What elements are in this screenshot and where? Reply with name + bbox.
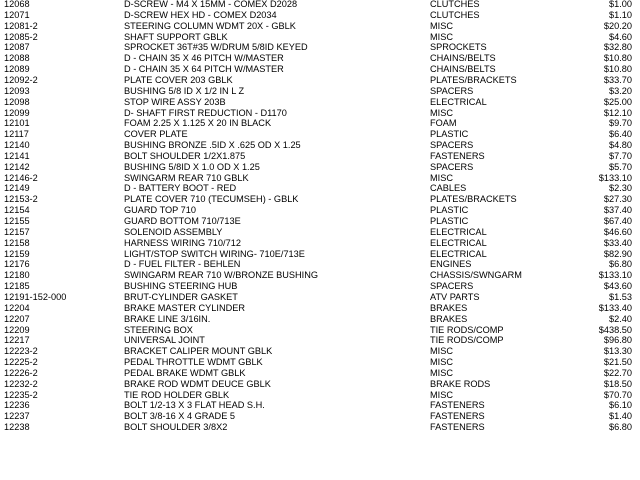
- part-category: TIE RODS/COMP: [430, 335, 504, 346]
- part-category: ELECTRICAL: [430, 226, 487, 237]
- part-description: SPROCKET 36T#35 W/DRUM 5/8ID KEYED: [124, 42, 308, 53]
- part-category: PLATES/BRACKETS: [430, 74, 517, 85]
- part-description: STEERING COLUMN WDMT 20X - GBLK: [124, 20, 296, 31]
- part-number: 12099: [4, 107, 30, 118]
- table-row: [0, 75, 640, 86]
- table-row: [0, 129, 640, 140]
- table-row: [0, 346, 640, 357]
- table-row: [0, 173, 640, 184]
- part-price: $82.90: [603, 248, 632, 259]
- table-row: [0, 32, 640, 43]
- table-row: [0, 64, 640, 75]
- table-row: [0, 368, 640, 379]
- part-description: BRAKE MASTER CYLINDER: [124, 302, 245, 313]
- part-description: BOLT SHOULDER 1/2X1.875: [124, 150, 246, 161]
- part-price: $27.30: [603, 194, 632, 205]
- part-number: 12101: [4, 118, 30, 129]
- part-price: $2.30: [609, 183, 632, 194]
- part-description: TIE ROD HOLDER GBLK: [124, 389, 230, 400]
- part-price: $6.10: [609, 400, 632, 411]
- part-category: CLUTCHES: [430, 9, 480, 20]
- part-number: 12146-2: [4, 172, 38, 183]
- part-description: COVER PLATE: [124, 129, 188, 140]
- table-row: [0, 335, 640, 346]
- part-number: 12238: [4, 422, 30, 433]
- part-price: $43.60: [603, 281, 632, 292]
- table-row: [0, 422, 640, 433]
- part-category: SPROCKETS: [430, 42, 487, 53]
- part-description: D - CHAIN 35 X 46 PITCH W/MASTER: [124, 53, 284, 64]
- part-price: $12.10: [603, 107, 632, 118]
- part-description: STOP WIRE ASSY 203B: [124, 96, 226, 107]
- part-category: FASTENERS: [430, 150, 485, 161]
- part-price: $18.50: [603, 378, 632, 389]
- table-row: [0, 97, 640, 108]
- part-number: 12089: [4, 64, 30, 75]
- table-row: [0, 357, 640, 368]
- part-category: ELECTRICAL: [430, 237, 487, 248]
- part-price: $1.10: [609, 9, 632, 20]
- part-number: 12092-2: [4, 74, 38, 85]
- table-row: [0, 390, 640, 401]
- part-price: $1.00: [609, 0, 632, 9]
- part-description: BRAKE ROD WDMT DEUCE GBLK: [124, 378, 271, 389]
- part-price: $1.53: [609, 291, 632, 302]
- part-category: FOAM: [430, 118, 457, 129]
- part-category: SPACERS: [430, 161, 474, 172]
- table-row: [0, 205, 640, 216]
- table-row: [0, 314, 640, 325]
- part-number: 12087: [4, 42, 30, 53]
- part-description: UNIVERSAL JOINT: [124, 335, 205, 346]
- part-number: 12154: [4, 205, 30, 216]
- part-description: HARNESS WIRING 710/712: [124, 237, 241, 248]
- part-category: FASTENERS: [430, 411, 485, 422]
- part-number: 12209: [4, 324, 30, 335]
- part-price: $133.10: [598, 172, 632, 183]
- part-description: D-SCREW - M4 X 15MM - COMEX D2028: [124, 0, 298, 9]
- part-number: 12117: [4, 129, 29, 140]
- part-price: $133.10: [598, 270, 632, 281]
- table-row: [0, 281, 640, 292]
- part-price: $46.60: [603, 226, 632, 237]
- part-description: BOLT SHOULDER 3/8X2: [124, 422, 228, 433]
- table-row: [0, 53, 640, 64]
- part-category: SPACERS: [430, 281, 474, 292]
- table-row: [0, 227, 640, 238]
- part-price: $25.00: [603, 96, 632, 107]
- part-description: BUSHING BRONZE .5ID X .625 OD X 1.25: [124, 140, 301, 151]
- part-number: 12217: [4, 335, 30, 346]
- part-number: 12155: [4, 216, 30, 226]
- part-category: PLASTIC: [430, 205, 469, 216]
- part-price: $6.80: [609, 259, 632, 270]
- part-number: 12180: [4, 270, 30, 281]
- part-price: $37.40: [603, 205, 632, 216]
- table-row: [0, 194, 640, 205]
- part-category: CABLES: [430, 183, 467, 194]
- part-number: 12142: [4, 161, 30, 172]
- part-price: $5.70: [609, 161, 632, 172]
- part-category: MISC: [430, 346, 453, 357]
- part-category: ELECTRICAL: [430, 248, 487, 259]
- table-row: [0, 379, 640, 390]
- part-category: ELECTRICAL: [430, 96, 487, 107]
- part-category: MISC: [430, 20, 453, 31]
- part-price: $20.20: [603, 20, 632, 31]
- part-number: 12158: [4, 237, 30, 248]
- part-description: PLATE COVER 710 (TECUMSEH) - GBLK: [124, 194, 299, 205]
- table-row: [0, 270, 640, 281]
- table-row: [0, 10, 640, 21]
- part-price: $438.50: [598, 324, 632, 335]
- table-row: [0, 0, 640, 10]
- table-row: [0, 303, 640, 314]
- part-description: SWINGARM REAR 710 W/BRONZE BUSHING: [124, 270, 318, 281]
- part-price: $32.80: [603, 42, 632, 53]
- table-row: [0, 216, 640, 227]
- table-row: [0, 21, 640, 32]
- part-price: $67.40: [603, 216, 632, 226]
- part-price: $96.80: [603, 335, 632, 346]
- part-description: PEDAL THROTTLE WDMT GBLK: [124, 357, 263, 368]
- part-number: 12088: [4, 53, 30, 64]
- part-description: BUSHING STEERING HUB: [124, 281, 238, 292]
- part-description: D-SCREW HEX HD - COMEX D2034: [124, 9, 277, 20]
- part-price: $133.40: [598, 302, 632, 313]
- part-description: SWINGARM REAR 710 GBLK: [124, 172, 249, 183]
- part-number: 12085-2: [4, 31, 38, 42]
- table-row: [0, 42, 640, 53]
- part-description: SHAFT SUPPORT GBLK: [124, 31, 228, 42]
- part-category: BRAKES: [430, 313, 468, 324]
- part-price: $33.40: [603, 237, 632, 248]
- part-category: BRAKE RODS: [430, 378, 491, 389]
- part-description: D - FUEL FILTER - BEHLEN: [124, 259, 241, 270]
- part-number: 12157: [4, 226, 30, 237]
- table-row: [0, 118, 640, 129]
- table-row: [0, 411, 640, 422]
- part-price: $10.80: [603, 53, 632, 64]
- part-category: MISC: [430, 389, 453, 400]
- part-number: 12185: [4, 281, 30, 292]
- part-category: CHAINS/BELTS: [430, 53, 496, 64]
- part-price: $4.80: [609, 140, 632, 151]
- part-description: BOLT 1/2-13 X 3 FLAT HEAD S.H.: [124, 400, 265, 411]
- part-description: SOLENOID ASSEMBLY: [124, 226, 223, 237]
- part-price: $9.70: [609, 118, 632, 129]
- part-description: STEERING BOX: [124, 324, 193, 335]
- part-number: 12093: [4, 85, 30, 96]
- part-category: MISC: [430, 357, 453, 368]
- part-number: 12159: [4, 248, 30, 259]
- part-description: BRACKET CALIPER MOUNT GBLK: [124, 346, 273, 357]
- part-price: $6.40: [609, 129, 632, 140]
- part-number: 12237: [4, 411, 30, 422]
- part-category: PLASTIC: [430, 216, 469, 226]
- part-price: $3.20: [609, 85, 632, 96]
- part-price: $2.40: [609, 313, 632, 324]
- part-description: BUSHING 5/8 ID X 1/2 IN L Z: [124, 85, 245, 96]
- part-description: BOLT 3/8-16 X 4 GRADE 5: [124, 411, 235, 422]
- part-number: 12140: [4, 140, 30, 151]
- part-category: SPACERS: [430, 85, 474, 96]
- part-description: GUARD TOP 710: [124, 205, 197, 216]
- part-number: 12226-2: [4, 367, 38, 378]
- part-category: PLASTIC: [430, 129, 469, 140]
- part-number: 12236: [4, 400, 30, 411]
- part-price: $1.40: [609, 411, 632, 422]
- part-number: 12204: [4, 302, 30, 313]
- part-number: 12141: [4, 150, 30, 161]
- part-number: 12176: [4, 259, 30, 270]
- part-number: 12225-2: [4, 357, 38, 368]
- table-row: [0, 151, 640, 162]
- part-number: 12223-2: [4, 346, 38, 357]
- part-category: ENGINES: [430, 259, 472, 270]
- part-category: CLUTCHES: [430, 0, 480, 9]
- table-row: [0, 108, 640, 119]
- part-number: 12191-152-000: [4, 291, 67, 302]
- part-category: MISC: [430, 31, 453, 42]
- part-price: $21.50: [603, 357, 632, 368]
- table-row: [0, 238, 640, 249]
- part-number: 12068: [4, 0, 30, 9]
- part-number: 12098: [4, 96, 30, 107]
- part-price: $10.80: [603, 64, 632, 75]
- part-category: TIE RODS/COMP: [430, 324, 504, 335]
- part-description: BUSHING 5/8ID X 1.0 OD X 1.25: [124, 161, 260, 172]
- part-number: 12071: [4, 9, 30, 20]
- part-price: $4.60: [609, 31, 632, 42]
- part-description: FOAM 2.25 X 1.125 X 20 IN BLACK: [124, 118, 272, 129]
- part-category: PLATES/BRACKETS: [430, 194, 517, 205]
- part-category: CHAINS/BELTS: [430, 64, 496, 75]
- part-category: MISC: [430, 172, 453, 183]
- part-category: MISC: [430, 367, 453, 378]
- table-row: [0, 400, 640, 411]
- table-row: [0, 292, 640, 303]
- table-row: [0, 86, 640, 97]
- part-number: 12235-2: [4, 389, 38, 400]
- part-number: 12081-2: [4, 20, 38, 31]
- part-category: ATV PARTS: [430, 291, 480, 302]
- part-category: BRAKES: [430, 302, 468, 313]
- part-description: D- SHAFT FIRST REDUCTION - D1170: [124, 107, 287, 118]
- part-number: 12232-2: [4, 378, 38, 389]
- part-description: GUARD BOTTOM 710/713E: [124, 216, 241, 226]
- part-description: PLATE COVER 203 GBLK: [124, 74, 233, 85]
- table-row: [0, 325, 640, 336]
- part-number: 12149: [4, 183, 30, 194]
- table-row: [0, 249, 640, 260]
- table-row: [0, 259, 640, 270]
- part-number: 12207: [4, 313, 30, 324]
- table-row: [0, 183, 640, 194]
- part-price: $33.70: [603, 74, 632, 85]
- part-category: FASTENERS: [430, 422, 485, 433]
- part-category: CHASSIS/SWNGARM: [430, 270, 522, 281]
- table-row: [0, 140, 640, 151]
- part-category: SPACERS: [430, 140, 474, 151]
- part-description: BRUT-CYLINDER GASKET: [124, 291, 238, 302]
- part-description: D - CHAIN 35 X 64 PITCH W/MASTER: [124, 64, 284, 75]
- part-price: $7.70: [609, 150, 632, 161]
- part-description: LIGHT/STOP SWITCH WIRING- 710E/713E: [124, 248, 305, 259]
- part-category: MISC: [430, 107, 453, 118]
- part-description: D - BATTERY BOOT - RED: [124, 183, 237, 194]
- part-price: $22.70: [603, 367, 632, 378]
- part-description: PEDAL BRAKE WDMT GBLK: [124, 367, 246, 378]
- table-row: [0, 162, 640, 173]
- part-number: 12153-2: [4, 194, 38, 205]
- part-price: $70.70: [603, 389, 632, 400]
- part-price: $6.80: [609, 422, 632, 433]
- part-price: $13.30: [603, 346, 632, 357]
- part-category: FASTENERS: [430, 400, 485, 411]
- part-description: BRAKE LINE 3/16IN.: [124, 313, 211, 324]
